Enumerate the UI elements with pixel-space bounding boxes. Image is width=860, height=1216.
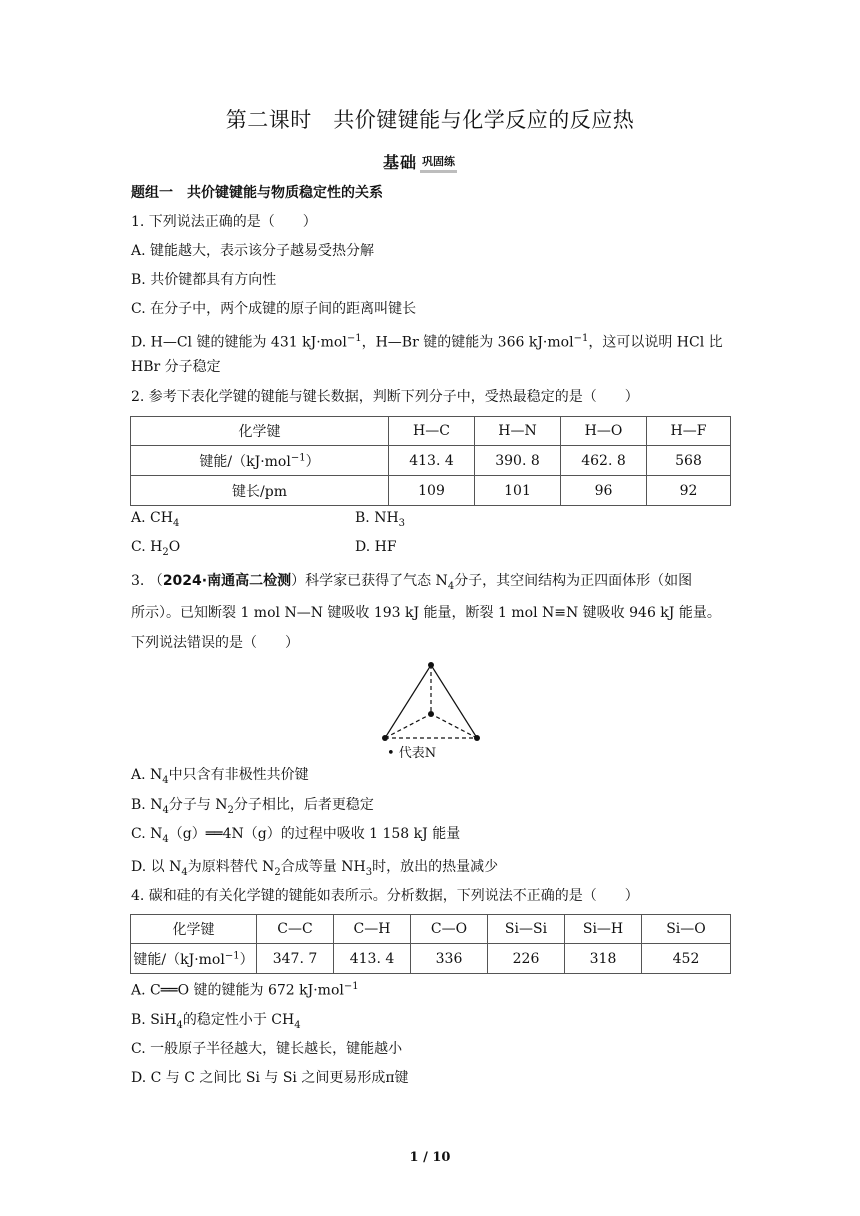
table-cell: 413. 4 [334,944,411,974]
page-title: 第二课时 共价键键能与化学反应的反应热 [225,108,635,132]
q4-stem: 4. 碳和硅的有关化学键的键能如表所示。分析数据，下列说法不正确的是（ ） [131,888,639,904]
table-cell: Si—Si [488,915,565,944]
group-heading: 题组一 共价键键能与物质稳定性的关系 [131,185,383,201]
q1-option-d-cont: HBr 分子稳定 [131,359,221,375]
table-cell: H—O [561,417,647,446]
table-cell: H—F [647,417,731,446]
q4-option-a: A. C══O 键的键能为 672 kJ·mol$^{-1}$ [131,981,359,999]
table-cell: 101 [475,476,561,506]
table-cell: 336 [411,944,488,974]
table-cell: 462. 8 [561,446,647,476]
q3-stem-cont2: 下列说法错误的是（ ） [131,635,299,651]
table-cell: 452 [642,944,731,974]
q1-option-c: C. 在分子中，两个成键的原子间的距离叫键长 [131,301,417,317]
q2-option-b: B. $NH_3$ [355,510,406,529]
q4-table [130,914,731,974]
table-cell: 键长/pm [131,476,389,506]
q2-table [130,416,731,506]
q4-option-c: C. 一般原子半径越大，键长越长，键能越小 [131,1041,403,1057]
table-cell: C—O [411,915,488,944]
q3-option-b: B. $N_4$分子与 $N_2$分子相比，后者更稳定 [131,797,374,816]
q4-option-d: D. C 与 C 之间比 Si 与 Si 之间更易形成π键 [131,1070,409,1086]
q3-stem-cont: 所示）。已知断裂 1 mol N—N 键吸收 193 kJ 能量，断裂 1 mol N≡N 键吸收 946 kJ 能量。 [131,605,721,621]
table-cell: H—N [475,417,561,446]
table-cell: 化学键 [131,417,389,446]
table-cell: 109 [389,476,475,506]
q3-option-c: C. $N_4(g)══4N(g)$的过程中吸收 1 158 kJ 能量 [131,826,461,845]
table-cell: C—H [334,915,411,944]
table-cell: 318 [565,944,642,974]
table-cell: 226 [488,944,565,974]
table-cell: H—C [389,417,475,446]
figure-legend: • 代表N [387,746,437,761]
q2-option-d: D. HF [355,539,397,555]
badge-sub: 巩固练 [420,153,457,173]
q1-option-b: B. 共价键都具有方向性 [131,272,277,288]
table-cell: 413. 4 [389,446,475,476]
table-cell: Si—O [642,915,731,944]
table-cell: 键能/（kJ·mol$^{-1}$） [131,944,257,974]
q3-stem: 3. （2024·南通高二检测）科学家已获得了气态 $N_4$分子，其空间结构为正四面体形（如图 [131,573,693,592]
q3-option-d: D. 以 $N_4$为原料替代 $N_2$合成等量 $NH_3$时，放出的热量减少 [131,859,499,878]
q2-stem: 2. 参考下表化学键的键能与键长数据，判断下列分子中，受热最稳定的是（ ） [131,389,639,405]
table-cell: C—C [257,915,334,944]
table-cell: 390. 8 [475,446,561,476]
q1-stem: 1. 下列说法正确的是（ ） [131,214,317,230]
q2-option-a: A. $CH_4$ [131,510,180,529]
table-cell: 568 [647,446,731,476]
table-cell: 347. 7 [257,944,334,974]
table-cell: 96 [561,476,647,506]
page-number: 1 / 10 [409,1150,451,1165]
section-badge [383,151,457,173]
badge-main: 基础 [383,153,418,172]
table-cell: 92 [647,476,731,506]
table-cell: 化学键 [131,915,257,944]
q1-option-a: A. 键能越大，表示该分子越易受热分解 [131,243,375,259]
q4-option-b: B. SiH$_4$的稳定性小于 $CH_4$ [131,1012,301,1031]
q1-option-d: D. H—Cl 键的键能为 431 kJ·mol$^{-1}$，H—Br 键的键能为 366 kJ·mol$^{-1}$，这可以说明 HCl 比 [131,333,723,351]
q2-option-c: C. $H_2O$ [131,539,181,558]
table-cell: Si—H [565,915,642,944]
q3-option-a: A. $N_4$中只含有非极性共价键 [131,767,309,786]
table-cell: 键能/（kJ·mol$^{-1}$） [131,446,389,476]
tetrahedron-figure [377,660,487,764]
